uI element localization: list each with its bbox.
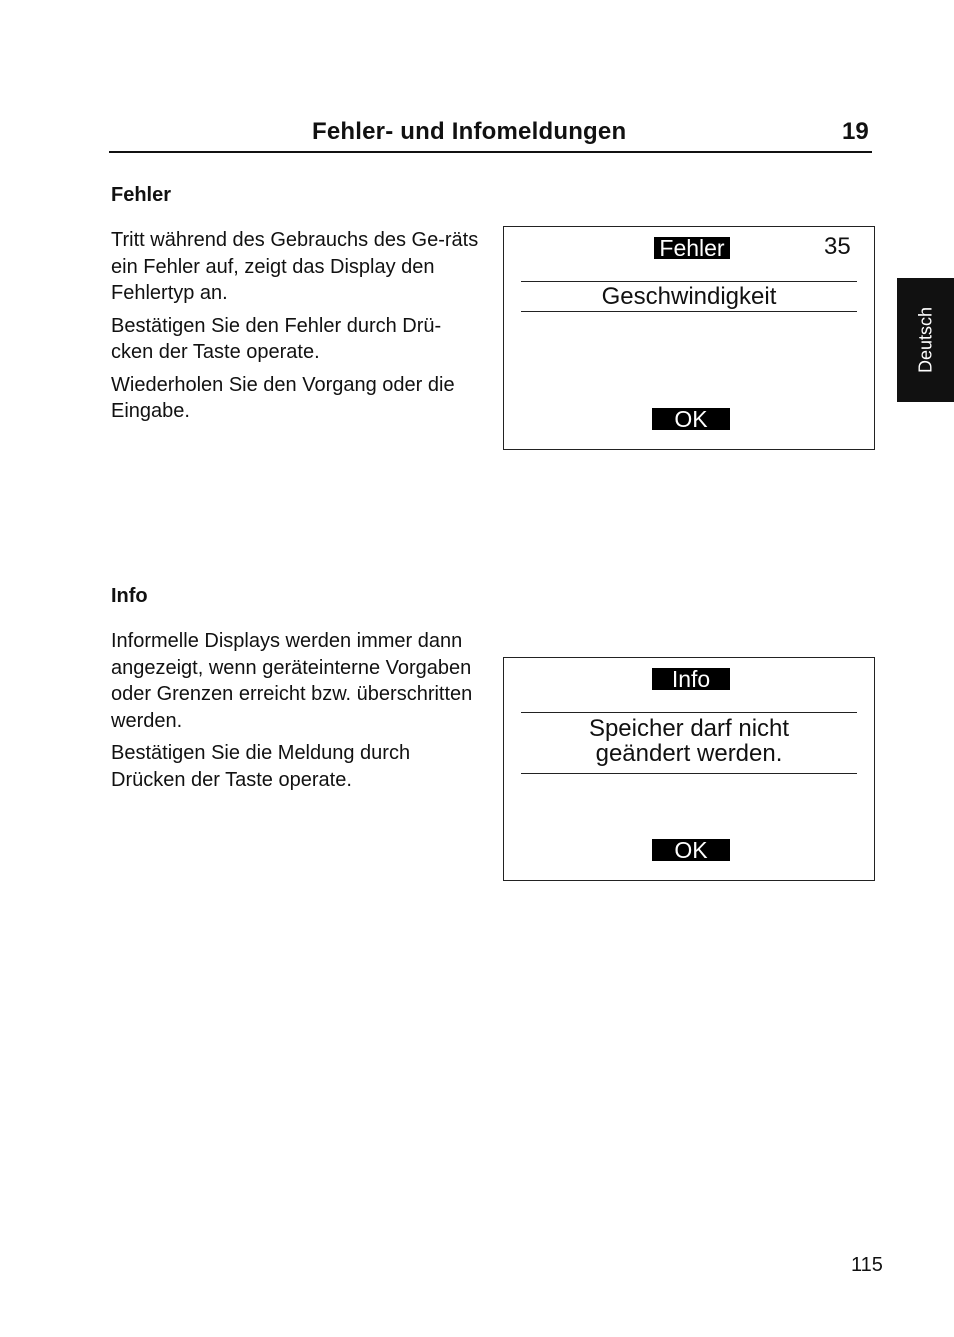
error-message: Geschwindigkeit: [601, 283, 777, 310]
section-heading-fehler: Fehler: [111, 184, 172, 206]
language-tab: [897, 278, 954, 402]
info-message-line2: geändert werden.: [595, 740, 783, 767]
fehler-paragraph: Wiederholen Sie den Vorgang oder die Eingabe.: [111, 373, 455, 422]
header-divider: [109, 151, 872, 153]
error-display-screen: [503, 226, 875, 450]
info-description: [111, 628, 483, 793]
fehler-paragraph: Tritt während des Gebrauchs des Ge-räts ein Fehler auf, zeigt das Display den Fehlertyp an.: [111, 229, 479, 304]
fehler-description: [111, 227, 483, 425]
info-display-label: Info: [652, 668, 730, 690]
info-paragraph: Informelle Displays werden immer dann angezeigt, wenn geräteinterne Vorgaben oder Grenzen erreicht bzw. überschritten werden.: [111, 630, 473, 732]
info-paragraph: Bestätigen Sie die Meldung durch Drücken der Taste operate.: [111, 742, 411, 791]
page-number: 115: [851, 1254, 883, 1276]
ok-button[interactable]: OK: [652, 408, 730, 430]
display-divider: [521, 311, 857, 312]
display-divider: [521, 773, 857, 774]
language-tab-label: Deutsch: [915, 306, 935, 374]
display-divider: [521, 281, 857, 282]
section-heading-info: Info: [111, 585, 148, 607]
ok-button[interactable]: OK: [652, 839, 730, 861]
error-display-label: Fehler: [654, 237, 730, 259]
chapter-number: 19: [842, 118, 869, 145]
error-code: 35: [824, 233, 851, 260]
display-divider: [521, 712, 857, 713]
chapter-title: Fehler- und Infomeldungen: [312, 118, 627, 145]
fehler-paragraph: Bestätigen Sie den Fehler durch Drü-cken der Taste operate.: [111, 314, 442, 363]
info-display-screen: [503, 657, 875, 881]
info-message-line1: Speicher darf nicht: [588, 715, 790, 742]
